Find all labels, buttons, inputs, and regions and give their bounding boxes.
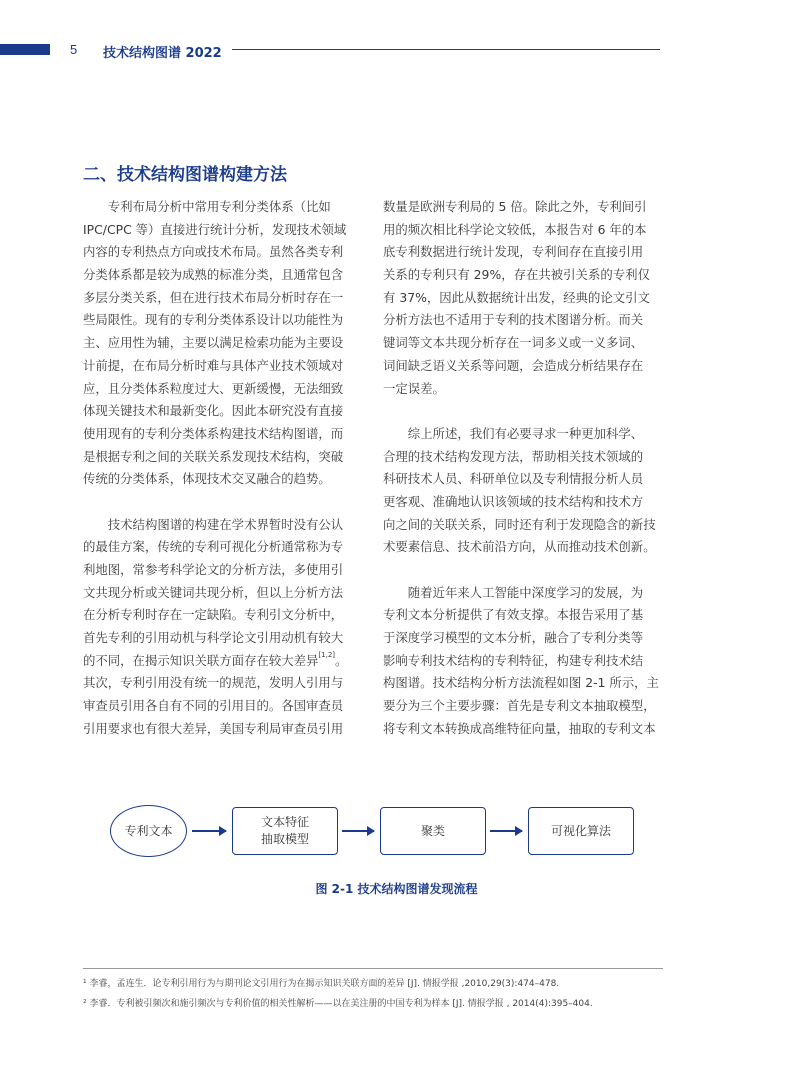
text-line: 主、应用性为辅，主要以满足检索功能为主要设 [83,335,344,351]
text-line: 技术结构图谱的构建在学术界暂时没有公认 [83,516,344,532]
footnote-rule [83,968,663,969]
text-line: 引用要求也有很大差异，美国专利局审查员引用 [83,720,344,736]
text-line: 关系的专利只有 29%，存在共被引关系的专利仅 [383,267,650,283]
text-line: 将专利文本转换成高维特征向量，抽取的专利文本 [383,720,656,736]
paragraph-gap [383,400,663,423]
text-line: 内容的专利热点方向或技术布局。虽然各类专利 [83,244,344,260]
node-feature-extraction [232,807,338,855]
node-clustering: 聚类 [380,807,486,855]
section-title: 二、技术结构图谱构建方法 [83,165,287,185]
text-line: 数量是欧洲专利局的 5 倍。除此之外，专利间引 [383,199,647,214]
page-number: 5 [70,42,78,57]
text-line: 分类体系都是较为成熟的标准分类，且通常包含 [83,267,344,283]
text-line: 向之间的关联关系，同时还有利于发现隐含的新技 [383,516,656,532]
text-line: 其次，专利引用没有统一的规范，发明人引用与 [83,675,344,691]
text-line: 术要素信息、技术前沿方向，从而推动技术创新。 [383,539,656,555]
right-column [383,196,663,741]
flow-diagram [110,805,640,865]
text-line: 些局限性。现有的专利分类体系设计以功能性为 [83,312,344,328]
text-line: 要分为三个主要步骤：首先是专利文本抽取模型， [383,698,656,714]
node-visualization: 可视化算法 [528,807,634,855]
text-line: 审查员引用各自有不同的引用目的。各国审查员 [83,698,344,714]
text-line: 一定误差。 [383,380,445,396]
text-line: 专利布局分析中常用专利分类体系（比如 [83,199,331,214]
text-line: 用的频次相比科学论文较低，本报告对 6 年的本 [383,221,647,237]
text-line: 应，且分类体系粒度过大、更新缓慢，无法细致 [83,380,344,396]
period-mark: 。 [335,652,348,668]
node-label: 文本特征 抽取模型 [260,815,309,846]
header-rule [232,49,660,50]
text-line: 合理的技术结构发现方法，帮助相关技术领域的 [383,448,644,464]
arrow-right-icon [342,830,374,832]
text-span: 的不同，在揭示知识关联方面存在较大差异 [83,652,319,668]
figure-caption: 图 2-1 技术结构图谱发现流程 [315,882,478,896]
text-line: 在分析专利时存在一定缺陷。专利引文分析中， [83,607,344,623]
arrow-right-icon [490,830,522,832]
text-line: 键词等文本共现分析存在一词多义或一义多词、 [383,335,644,351]
text-line: IPC/CPC 等）直接进行统计分析，发现技术领域 [83,221,347,237]
text-line: 多层分类关系，但在进行技术布局分析时存在一 [83,289,344,305]
text-line: 随着近年来人工智能中深度学习的发展，为 [383,584,644,600]
text-line: 文共现分析或关键词共现分析，但以上分析方法 [83,584,344,600]
text-line-with-citation [83,650,363,673]
running-title: 技术结构图谱 2022 [103,46,222,61]
text-line: 构图谱。技术结构分析方法流程如图 2-1 所示，主 [383,675,659,691]
text-line: 科研技术人员、科研单位以及专利情报分析人员 [383,471,644,487]
text-line: 分析方法也不适用于专利的技术图谱分析。而关 [383,312,644,328]
text-line: 首先专利的引用动机与科学论文引用动机有较大 [83,630,344,646]
node-patent-text: 专利文本 [110,805,187,857]
footnote-2: ² 李睿．专利被引频次和施引频次与专利价值的相关性解析——以在美注册的中国专利为样本 [J]. 情报学报 , 2014(4):395–404. [83,999,593,1009]
text-line: 的最佳方案，传统的专利可视化分析通常称为专 [83,539,344,555]
text-line: 利地图，常参考科学论文的分析方法，多使用引 [83,562,344,577]
text-line: 词间缺乏语义关系等问题，会造成分析结果存在 [383,357,644,373]
paragraph-gap [383,559,663,582]
text-line: 于深度学习模型的文本分析，融合了专利分类等 [383,630,644,646]
text-line: 传统的分类体系，体现技术交叉融合的趋势。 [83,471,331,487]
header-accent-bar [0,44,50,55]
text-line: 底专利数据进行统计发现，专利间存在直接引用 [383,244,644,260]
footnote-1: ¹ 李睿，孟连生．论专利引用行为与期刊论文引用行为在揭示知识关联方面的差异 [J]. 情报学报 ,2010,29(3):474–478. [83,979,560,989]
text-line: 使用现有的专利分类体系构建技术结构图谱，而 [83,425,344,441]
text-line: 更客观、准确地认识该领域的技术结构和技术方 [383,493,644,509]
paragraph-gap [83,491,363,514]
text-line: 影响专利技术结构的专利特征，构建专利技术结 [383,652,644,668]
text-line: 是根据专利之间的关联关系发现技术结构，突破 [83,448,344,464]
text-line: 有 37%，因此从数据统计出发，经典的论文引文 [383,289,650,305]
text-line: 计前提，在布局分析时难与具体产业技术领域对 [83,357,344,373]
text-line: 体现关键技术和最新变化。因此本研究没有直接 [83,403,344,419]
citation-superscript: [1,2] [318,650,336,659]
text-line: 综上所述，我们有必要寻求一种更加科学、 [383,425,644,441]
text-line: 专利文本分析提供了有效支撑。本报告采用了基 [383,607,644,623]
arrow-right-icon [192,830,226,832]
left-column [83,196,363,741]
